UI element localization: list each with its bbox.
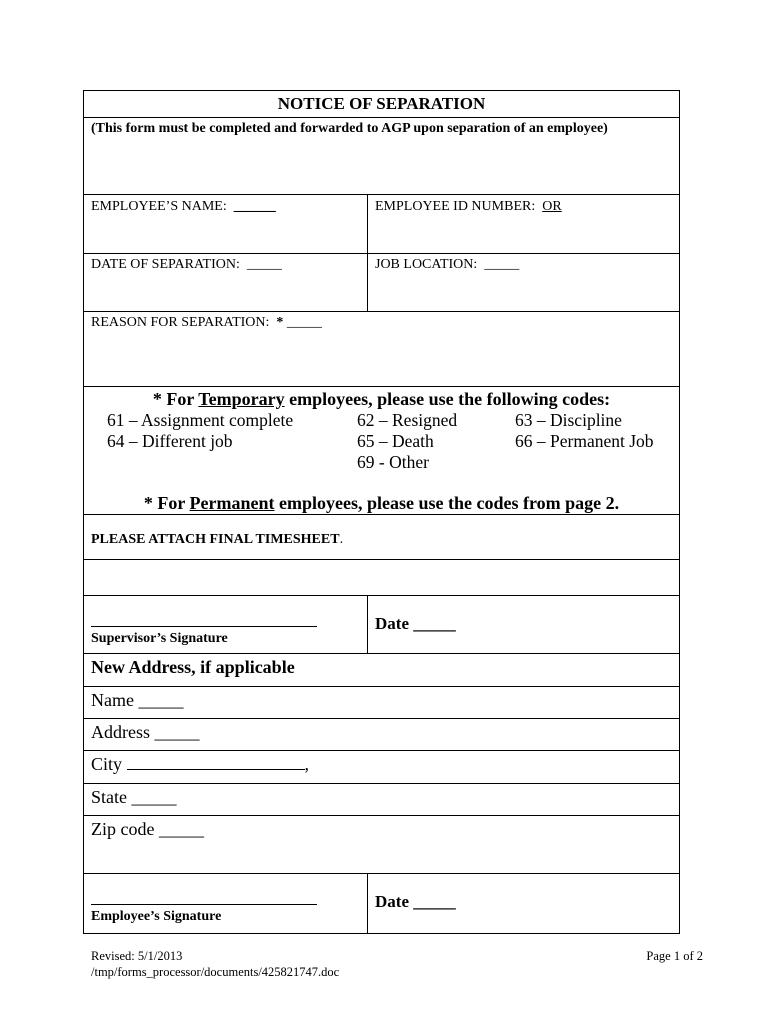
timesheet-row — [84, 515, 680, 560]
address-row — [84, 719, 680, 751]
blank-cell — [84, 560, 679, 595]
supervisor-date-cell[interactable] — [368, 596, 679, 653]
revised-date: Revised: 5/1/2013 — [91, 949, 183, 963]
permanent-codes-note — [91, 492, 672, 514]
temporary-emphasis: Temporary — [198, 389, 285, 409]
instruction-row — [84, 118, 680, 195]
city-comma: , — [304, 754, 310, 774]
new-address-heading: New Address, if applicable — [91, 657, 295, 677]
supervisor-date-label: Date — [375, 614, 409, 633]
code-item: 69 - Other — [357, 452, 429, 472]
date-of-separation-label: DATE OF SEPARATION: — [91, 257, 240, 272]
state-row — [84, 784, 680, 816]
code-item: 61 – Assignment complete — [107, 410, 294, 430]
date-of-separation-cell[interactable] — [84, 254, 368, 311]
name-field[interactable]: _____ — [138, 690, 184, 710]
address-name-cell[interactable] — [84, 687, 679, 718]
name-label: Name — [91, 690, 134, 710]
page-number: Page 1 of 2 — [646, 949, 703, 963]
state-label: State — [91, 787, 127, 807]
reason-field[interactable]: _____ — [286, 315, 322, 330]
address-field[interactable]: _____ — [154, 722, 200, 742]
reason-cell[interactable] — [84, 312, 679, 386]
employee-name-cell[interactable] — [84, 195, 368, 253]
address-label: Address — [91, 722, 150, 742]
city-field[interactable] — [127, 754, 305, 770]
employee-signature-row — [84, 874, 680, 934]
code-item: 64 – Different job — [107, 431, 233, 451]
page-footer — [91, 948, 703, 980]
new-address-row — [84, 654, 680, 687]
code-item: 66 – Permanent Job — [515, 431, 654, 451]
employee-date-label: Date — [375, 892, 409, 911]
temporary-suffix: employees, please use the following codes: — [289, 389, 611, 409]
separation-form — [83, 90, 680, 934]
date-location-row — [84, 254, 680, 312]
employee-date-cell[interactable] — [368, 874, 679, 933]
city-label: City — [91, 754, 123, 774]
employee-name-label: EMPLOYEE’S NAME: — [91, 199, 227, 214]
employee-id-label: EMPLOYEE ID NUMBER: — [375, 199, 536, 214]
employee-date-field[interactable]: _____ — [413, 892, 456, 911]
reason-label: REASON FOR SEPARATION: — [91, 315, 270, 330]
document-path: /tmp/forms_processor/documents/425821747.doc — [91, 965, 340, 979]
job-location-field[interactable]: _____ — [484, 257, 520, 272]
code-item: 65 – Death — [357, 431, 434, 451]
reason-row — [84, 312, 680, 387]
zip-label: Zip code — [91, 819, 155, 839]
supervisor-date-field[interactable]: _____ — [413, 614, 456, 633]
date-of-separation-field[interactable]: _____ — [246, 257, 282, 272]
employee-id-field[interactable]: OR — [542, 199, 562, 214]
temporary-codes-heading — [91, 388, 672, 410]
form-instruction: (This form must be completed and forwarded to AGP upon separation of an employee) — [91, 121, 608, 136]
zip-row — [84, 816, 680, 874]
permanent-prefix: * For — [143, 493, 186, 513]
reason-asterisk: * — [276, 315, 284, 330]
timesheet-label: PLEASE ATTACH FINAL TIMESHEET — [91, 532, 340, 547]
supervisor-signature-line[interactable] — [91, 600, 317, 627]
temporary-prefix: * For — [152, 389, 195, 409]
employee-signature-label: Employee’s Signature — [91, 909, 222, 924]
job-location-label: JOB LOCATION: — [375, 257, 478, 272]
zip-field[interactable]: _____ — [158, 819, 204, 839]
code-item: 62 – Resigned — [357, 410, 458, 430]
city-row — [84, 751, 680, 784]
city-cell[interactable] — [84, 751, 679, 783]
employee-name-field[interactable]: ______ — [233, 199, 276, 214]
codes-cell — [84, 387, 679, 514]
code-item: 63 – Discipline — [515, 410, 622, 430]
zip-cell[interactable] — [84, 816, 679, 873]
state-cell[interactable] — [84, 784, 679, 815]
address-cell[interactable] — [84, 719, 679, 750]
employee-signature-line[interactable] — [91, 878, 317, 905]
employee-signature-cell[interactable] — [84, 874, 368, 933]
timesheet-cell — [84, 515, 679, 559]
supervisor-signature-cell[interactable] — [84, 596, 368, 653]
blank-row — [84, 560, 680, 596]
temporary-codes-grid — [107, 410, 672, 473]
timesheet-period: . — [339, 532, 344, 547]
codes-row — [84, 387, 680, 515]
address-name-row — [84, 687, 680, 719]
name-id-row — [84, 195, 680, 254]
form-title: NOTICE OF SEPARATION — [277, 94, 486, 113]
code-item — [107, 452, 357, 473]
title-row — [84, 91, 680, 118]
supervisor-signature-row — [84, 596, 680, 654]
job-location-cell[interactable] — [368, 254, 679, 311]
code-item — [515, 452, 675, 473]
permanent-suffix: employees, please use the codes from page 2. — [279, 493, 620, 513]
employee-id-cell[interactable] — [368, 195, 679, 253]
permanent-emphasis: Permanent — [189, 493, 275, 513]
supervisor-signature-label: Supervisor’s Signature — [91, 631, 228, 646]
state-field[interactable]: _____ — [131, 787, 177, 807]
